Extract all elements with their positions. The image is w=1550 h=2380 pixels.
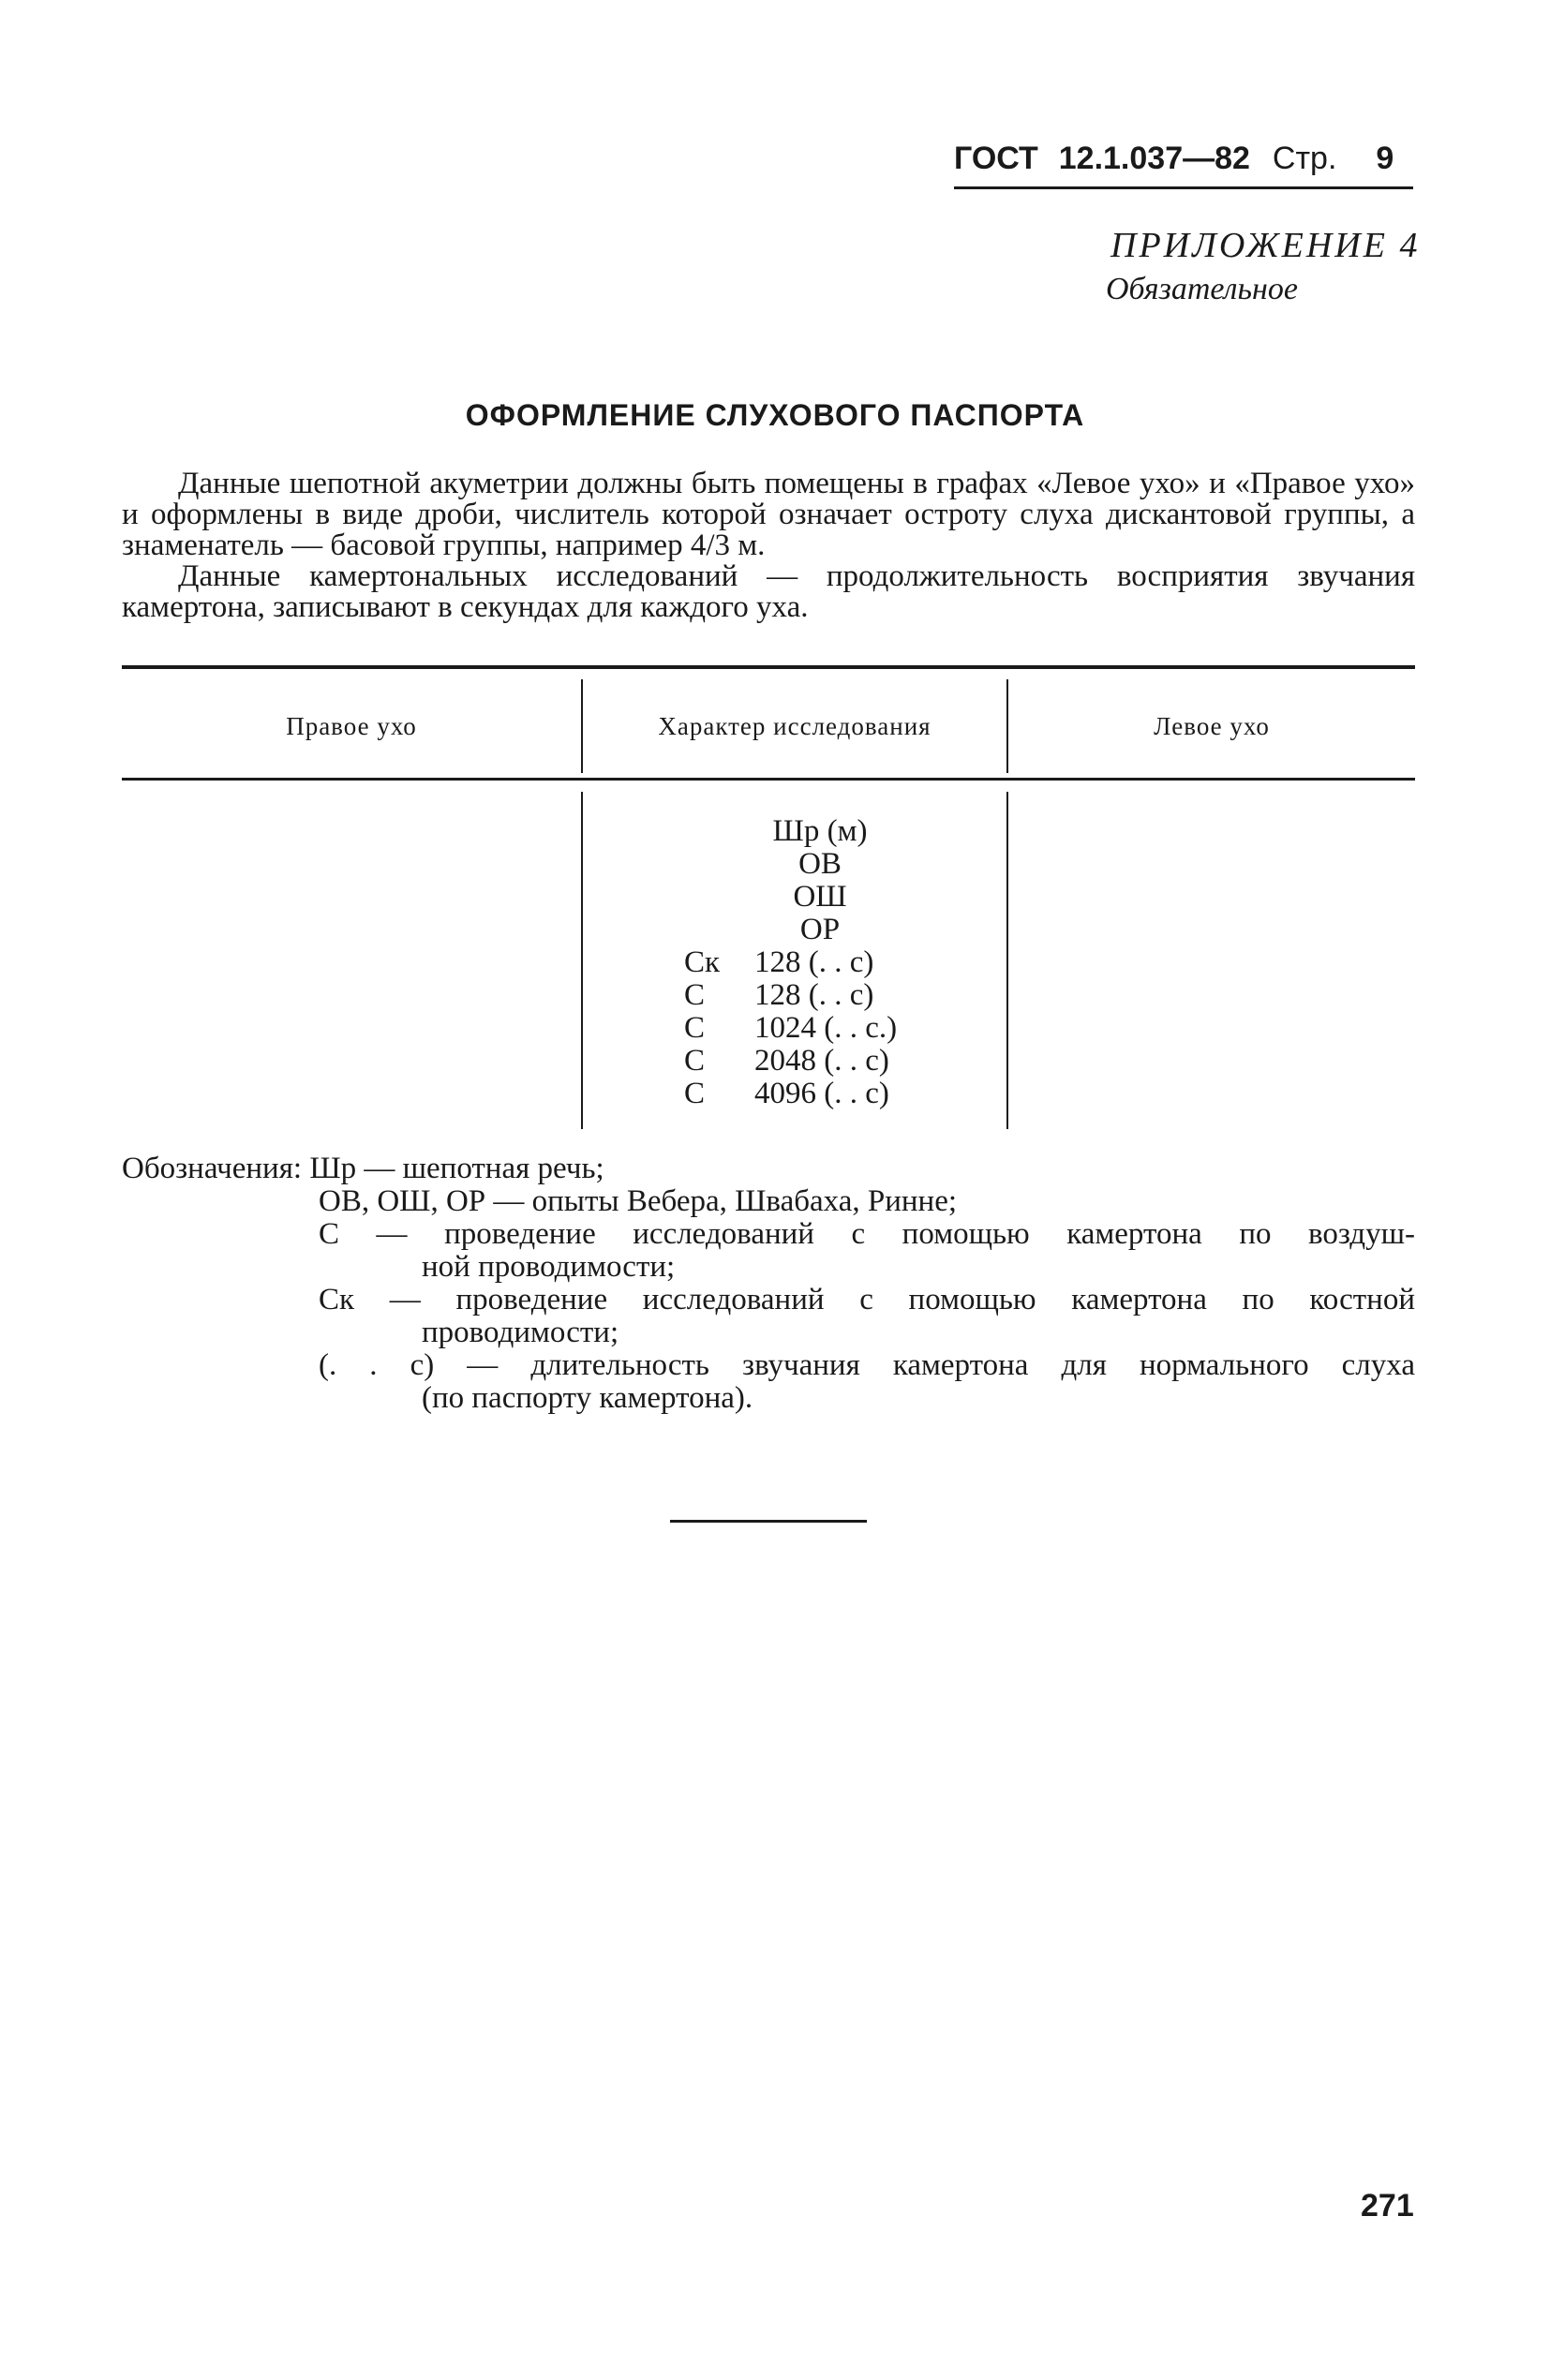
- column-header-right-ear: Правое ухо: [286, 712, 417, 740]
- legend-item-bone: [319, 1284, 1415, 1349]
- appendix-status: Обязательное: [1106, 272, 1298, 306]
- legend-item-air-cont: ной проводимости;: [422, 1250, 676, 1284]
- legend-first-line: [122, 1153, 1415, 1185]
- end-rule: [670, 1520, 867, 1523]
- legend-item-tests: ОВ, ОШ, ОР — опыты Вебера, Швабаха, Ринне;: [319, 1184, 958, 1218]
- test-abbr: С: [684, 1011, 706, 1045]
- test-abbr: С: [684, 1044, 706, 1078]
- appendix-title: ПРИЛОЖЕНИЕ 4: [1110, 226, 1421, 265]
- test-row: [684, 946, 965, 979]
- legend-item-bone-cont: проводимости;: [422, 1316, 619, 1349]
- test-value: 4096 (. . с): [754, 1077, 889, 1110]
- legend-item-duration-main: (. . с) — длительность звучания камертона для нормального слуха: [319, 1348, 1415, 1382]
- test-abbr: С: [684, 978, 706, 1012]
- legend-item-duration: [319, 1349, 1415, 1415]
- test-whisper: Шр (м): [772, 814, 868, 848]
- column-header-left-ear: Левое ухо: [1154, 712, 1270, 740]
- legend-label: Обозначения:: [122, 1152, 303, 1185]
- standard-label: ГОСТ: [954, 141, 1038, 176]
- body-divider-1: [581, 792, 583, 1129]
- test-value: 128 (. . с): [754, 945, 874, 979]
- page-header: [954, 141, 1413, 189]
- table-top-rule: [122, 665, 1415, 669]
- intro-text: [122, 469, 1415, 623]
- body-divider-2: [1006, 792, 1008, 1129]
- test-row: [684, 1045, 965, 1078]
- page-label: Стр.: [1272, 141, 1337, 176]
- test-value: 2048 (. . с): [754, 1044, 889, 1078]
- document-title: ОФОРМЛЕНИЕ СЛУХОВОГО ПАСПОРТА: [465, 398, 1085, 432]
- test-abbr: Ск: [684, 945, 721, 979]
- legend-item-bone-main: Ск — проведение исследований с помощью камертона по костной: [319, 1283, 1415, 1316]
- test-value: 1024 (. . с.): [754, 1011, 898, 1045]
- page-number: 271: [1361, 2188, 1414, 2224]
- standard-number: 12.1.037—82: [1058, 141, 1250, 176]
- test-row: [684, 1078, 965, 1110]
- legend-item-air: [319, 1218, 1415, 1284]
- legend: [122, 1153, 1415, 1415]
- test-weber: ОВ: [798, 847, 842, 881]
- paragraph-tuning-fork: Данные камертональных исследований — продолжительность восприятия звучания камертона, записывают в секундах для каждого уха.: [122, 559, 1415, 624]
- table-header-rule: [122, 778, 1415, 781]
- column-header-test-type: Характер исследования: [658, 712, 931, 740]
- legend-item-duration-cont: (по паспорту камертона).: [422, 1381, 753, 1415]
- hearing-passport-table: [122, 665, 1415, 1134]
- header-page-number: 9: [1376, 141, 1394, 176]
- test-value: 128 (. . с): [754, 978, 874, 1012]
- test-abbr: С: [684, 1077, 706, 1110]
- legend-item-whisper: Шр — шепотная речь;: [309, 1152, 604, 1185]
- test-rinne: ОР: [799, 913, 841, 946]
- test-row: [684, 979, 965, 1012]
- legend-item-air-main: С — проведение исследований с помощью камертона по воздуш-: [319, 1217, 1415, 1251]
- test-schwabach: ОШ: [793, 880, 847, 914]
- test-row: [684, 1012, 965, 1045]
- paragraph-whisper: Данные шепотной акуметрии должны быть помещены в графах «Левое ухо» и «Правое ухо» и оформлены в виде дроби, числитель которой означает остроту слуха дискантовой группы, а знаменатель — басовой группы, например 4/3 м.: [122, 467, 1415, 562]
- test-list: [684, 815, 965, 1110]
